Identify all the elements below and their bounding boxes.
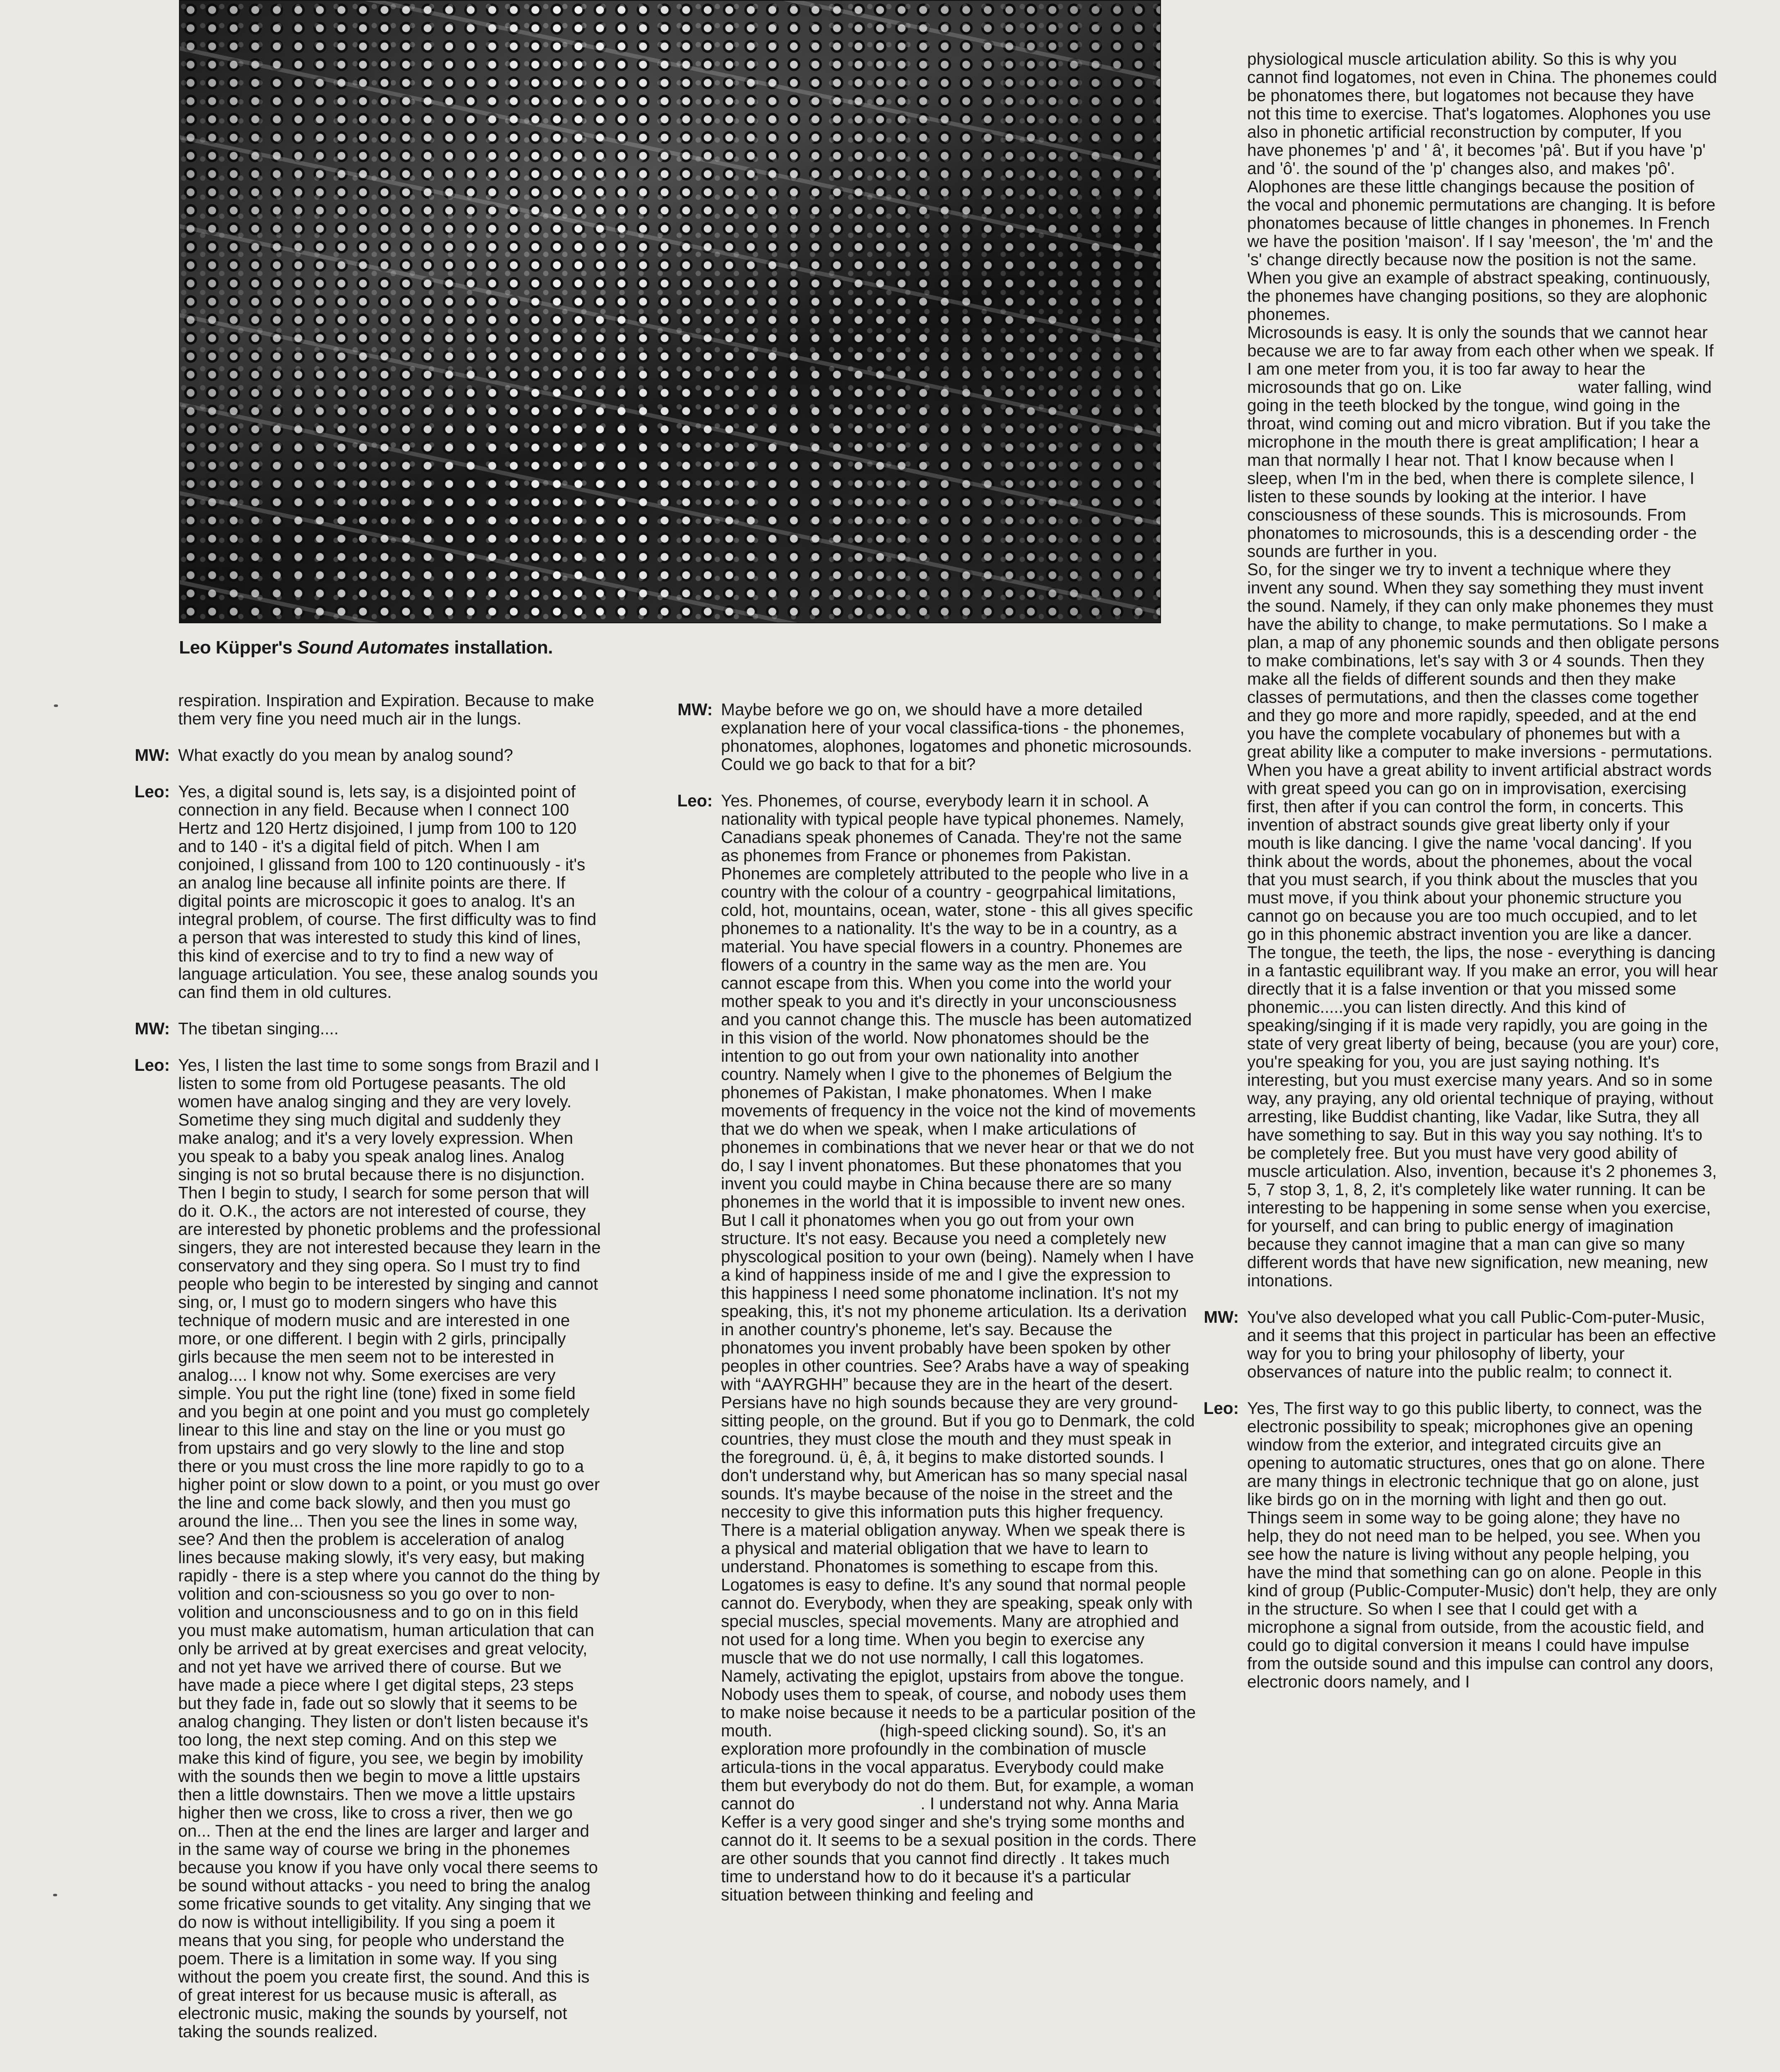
paragraph-text: You've also developed what you call Public-Com-puter-Music, and it seems that this project in particular has been an effective way for you to bring your philosophy of liberty, your observances of nature into the public realm; to connect it. <box>1247 1307 1721 1381</box>
paragraph-text: respiration. Inspiration and Expiration. Because to make them very fine you need much air in the lungs. <box>178 691 599 728</box>
speaker-label: MW: <box>1204 1307 1239 1326</box>
interview-paragraph <box>87 691 601 728</box>
interview-paragraph <box>659 791 1201 1904</box>
interview-paragraph <box>87 746 601 764</box>
speaker-label: Leo: <box>134 1055 170 1075</box>
speaker-label: MW: <box>677 700 713 719</box>
paragraph-text: Yes, a digital sound is, lets say, is a disjointed point of connection in any field. Because when I connect 100 Hertz and 120 Hertz disjoined, I jump from 100 to 120 and to 140 - it's a digital field of pitch. When I am conjoined, I glissand from 100 to 120 continuously - it's an analog line because all infinite points are there. If digital points are microscopic it goes to analog. It's an integral problem, of course. The first difficulty was to find a person that was interested to study this kind of lines, this kind of exercise and to try to find a new way of language articulation. You see, these analog sounds you can find them in old cultures. <box>178 782 603 1002</box>
caption-tail: installation. <box>449 637 553 658</box>
caption-name: Leo Küpper's <box>179 637 297 658</box>
interview-paragraph <box>87 1019 601 1038</box>
paragraph-text: physiological muscle articulation ability. So this is why you cannot find logatomes, not even in China. The phonemes could be phonatomes there, but logatomes not because they have not this time to exercise. That's logatomes. Alophones you use also in phonetic artificial reconstruction by computer, If you have phonemes 'p' and ' â', it becomes 'pâ'. But if you have 'p' and 'ô'. the sound of the 'p' changes also, and makes 'pô'. Alophones are these little changings because the position of the vocal and phonemic permutations are changing. It is before phonatomes because of little changes in phonemes. In French we have the position 'maison'. If I say 'meeson', the 'm' and the 's' change directly because now the position is not the same. When you give an example of abstract speaking, continuously, the phonemes have changing positions, so they are alophonic phonemes. Microsounds is easy. It is only the sounds that we cannot hear because we are to far away from each other when we speak. If I am one meter from you, it is too far away to hear the microsounds that go on. Like water falling, wind going in the teeth blocked by the tongue, wind going in the throat, wind coming out and micro vibration. But if you take the microphone in the mouth there is great amplification; I hear a man that normally I hear not. That I know because when I sleep, when I'm in the bed, when there is complete silence, I listen to these sounds by looking at the interior. I have consciousness of these sounds. This is microsounds. From phonatomes to microsounds, this is a descending order - the sounds are further in you. So, for the singer we try to invent a technique where they invent any sound. When they say something they must invent the sound. Namely, if they can only make phonemes they must have the ability to change, to make permutations. So I make a plan, a map of any phonemic sounds and then obligate persons to make combinations, let's say with 3 or 4 sounds. Then they make all the fields of different sounds and then they make classes of permutations, and then the classes come together and they go more and more rapidly, speeded, and at the end you have the complete vocabulary of phonemes but with a great ability like a computer to make inversions - permutations. When you have a great ability to invent artificial abstract words with great speed you can go on in improvisation, exercising first, then after if you can control the form, in concerts. This invention of abstract sounds give great liberty only if your mouth is like dancing. I give the name 'vocal dancing'. If you think about the words, about the phonemes, about the vocal that you must search, if you think about the muscles that you must move, if you think about your phonemic structure you cannot go on because you are too much occupied, and to let go in this phonemic abstract invention you are like a dancer. The tongue, the teeth, the lips, the nose - everything is dancing in a fantastic equilibrant way. If you make an error, you will hear directly that it is a false invention or that you missed some phonemic.....you can listen directly. And this kind of speaking/singing if it is made very rapidly, you are going in the state of very great liberty of being, because (you are your) core, you're speaking for you, you are just saying nothing. It's interesting, but you must exercise many years. And so in some way, any praying, any old oriental technique of praying, without arresting, like Buddist chanting, like Vadar, like Sutra, they all have something to say. But in this way you say nothing. It's to be completely free. But you must have very good ability of muscle articulation. Also, invention, because it's 2 phonemes 3, 5, 7 stop 3, 1, 8, 2, it's completely like water running. It can be interesting to be happening in some sense when you exercise, for yourself, and can bring to public energy of imagination because they cannot imagine that a man can give so many different words that have new signification, new meaning, new intonations. <box>1247 49 1720 1290</box>
caption-title: Sound Automates <box>297 637 450 658</box>
paragraph-text: Yes, I listen the last time to some songs from Brazil and I listen to some from old Portugese peasants. The old women have analog singing and they are very lovely. Sometime they sing much digital and suddenly they make analog; and it's a very lovely expression. When you speak to a baby you speak analog lines. Analog singing is not so brutal because there is no disjunction. Then I begin to study, I search for some person that will do it. O.K., the actors are not interested of course, they are interested by phonetic problems and the professional singers, they are not interested because they learn in the conservatory and they sing opera. So I must try to find people who begin to be interested by singing and cannot sing, or, I must go to modern singers who have this technique of modern music and are interested in one more, or one different. I begin with 2 girls, principally girls because the men seem not to be interested in analog.... I know not why. Some exercises are very simple. You put the right line (tone) fixed in some field and you begin at one point and you must go completely linear to this line and stay on the line or you must go from upstairs and go very slowly to the line and stop there or you must cross the line more rapidly to go to a higher point or slow down to a point, or you must go over the line and come back slowly, and then you must go around the line... Then you see the lines in some way, see? And then the problem is acceleration of analog lines because making slowly, it's very easy, but making rapidly - there is a step where you cannot do the thing by volition and con-sciousness so you go over to non-volition and unconsciousness and to go on in this field you must make automatism, human articulation that can only be arrived at by great exercises and great velocity, and not yet have we arrived there of course. But we have made a piece where I get digital steps, 23 steps but they fade in, fade out so slowly that it seems to be analog changing. They listen or don't listen because it's too long, the next step coming. And on this step we make this kind of figure, you see, we begin by imobility with the sounds then we begin to move a little upstairs then a little downstairs. Then we move a little upstairs higher then we cross, like to cross a river, then we go on... Then at the end the lines are larger and larger and in the same way of course we bring in the phonemes because you know if you have only vocal there seems to be sound without attacks - you need to bring the analog some fricative sounds to get vitality. Any singing that we do now is without intelligibility. If you sing a poem it means that you sing, for people who understand the poem. There is a limitation in some way. If you sing without the poem you create first, the sound. And this is of great interest for us because music is afterall, as electronic music, making the sounds by yourself, not taking the sounds realized. <box>178 1055 606 2041</box>
photo-shading <box>180 1 1160 622</box>
speaker-label: Leo: <box>1203 1399 1239 1418</box>
interview-paragraph <box>87 1055 606 2041</box>
paragraph-text: The tibetan singing.... <box>178 1019 339 1038</box>
paragraph-text: Maybe before we go on, we should have a more detailed explanation here of your vocal classifica-tions - the phonemes, phonatomes, alophones, logatomes and phonetic microsounds. Could we go back to that for a bit? <box>721 700 1197 774</box>
speaker-label: MW: <box>135 1019 170 1038</box>
paragraph-text: Yes. Phonemes, of course, everybody learn it in school. A nationality with typical people have typical phonemes. Namely, Canadians speak phonemes of Canada. They're not the same as phonemes from France or phonemes from Pakistan. Phonemes are completely attributed to the people who live in a country with the colour of a country - geogrpahical limitations, cold, hot, mountains, ocean, water, stone - this all gives specific phonemes to a nationality. It's the way to be in a country, as a material. You have special flowers in a country. Phonemes are flowers of a country in the same way as the men are. You cannot escape from this. When you come into the world your mother speak to you and it's directly in your unconsciousness and you cannot change this. The muscle has been automatized in this vision of the world. Now phonatomes should be the intention to go out from your own nationality into another country. Namely when I give to the phonemes of Belgium the phonemes of Pakistan, I make phonatomes. When I make movements of frequency in the voice not the kind of movements that we do when we speak, when I make articulations of phonemes in combinations that we never hear or that we do not do, I say I invent phonatomes. But these phonatomes that you invent you could maybe in China because there are so many phonemes in the world that it is impossible to invent new ones. But I call it phonatomes when you go out from your own structure. It's not easy. Because you need a completely new physcological position to your own (being). Namely when I have a kind of happiness inside of me and I give the expression to this happiness I need some phonatome inclination. It's not my speaking, this, it's not my phoneme articulation. Its a derivation in another country's phoneme, let's say. Because the phonatomes you invent probably have been spoken by other peoples in other countries. See? Arabs have a way of speaking with “AAYRGHH” because they are in the heart of the desert. Persians have no high sounds because they are very ground-sitting people, on the ground. But if you go to Denmark, the cold countries, they must close the mouth and they must speak in the foreground. ü, ê, â, it begins to make distorted sounds. I don't understand why, but American has so many special nasal sounds. It's maybe because of the noise in the street and the neccesity to give this information puts this higher frequency. There is a material obligation anyway. When we speak there is a physical and material obligation that we have to learn to understand. Phonatomes is something to escape from this. Logatomes is easy to define. It's any sound that normal people cannot do. Everybody, when they are speaking, speak only with special muscles, special movements. Many are atrophied and not used for a long time. When you begin to exercise any muscle that we do not use normally, I call this logatomes. Namely, activating the epiglot, upstairs from above the tongue. Nobody uses them to speak, of course, and nobody uses them to make noise because it needs to be a particular position of the mouth. (high-speed clicking sound). So, it's an exploration more profoundly in the combination of muscle articula-tions in the vocal apparatus. Everybody could make them but everybody do not do them. But, for example, a woman cannot do . I understand not why. Anna Maria Keffer is a very good singer and she's trying some months and cannot do it. It seems to be a sexual position in the cords. There are other sounds that you cannot find directly . It takes much time to understand how to do it because it's a particular situation between thinking and feeling and <box>721 791 1201 1904</box>
paragraph-text: Yes, The first way to go this public liberty, to connect, was the electronic possibility to speak; microphones give an opening window from the exterior, and integrated circuits give an opening to automatic structures, ones that go on alone. There are many things in electronic technique that go on alone, just like birds go on in the morning with light and then go out. Things seem in some way to be going alone; they have no help, they do not need man to be helped, you see. When you see how the nature is living without any people helping, you have the mind that something can go on alone. People in this kind of group (Public-Computer-Music) don't help, they are only in the structure. So when I see that I could get with a microphone a signal from outside, from the acoustic field, and could go to digital conversion it means I could have impulse from the outside sound and this impulse can control any doors, electronic doors namely, and I <box>1247 1399 1722 1691</box>
interview-paragraph <box>659 700 1197 773</box>
installation-photo <box>179 0 1161 623</box>
speaker-label: MW: <box>135 746 170 765</box>
speaker-label: Leo: <box>677 791 713 810</box>
interview-paragraph <box>1185 1308 1720 1381</box>
interview-paragraph <box>87 782 601 1001</box>
interview-paragraph <box>1185 50 1720 1290</box>
scan-speck <box>53 1894 57 1896</box>
paragraph-text: What exactly do you mean by analog sound? <box>178 746 513 765</box>
interview-paragraph <box>1185 1399 1720 1691</box>
speaker-label: Leo: <box>134 782 170 801</box>
scan-speck <box>54 704 58 707</box>
text-column-2 <box>659 700 1201 1922</box>
photo-caption <box>179 637 553 658</box>
text-column-3 <box>1185 50 1720 1709</box>
text-column-1 <box>87 691 606 2059</box>
